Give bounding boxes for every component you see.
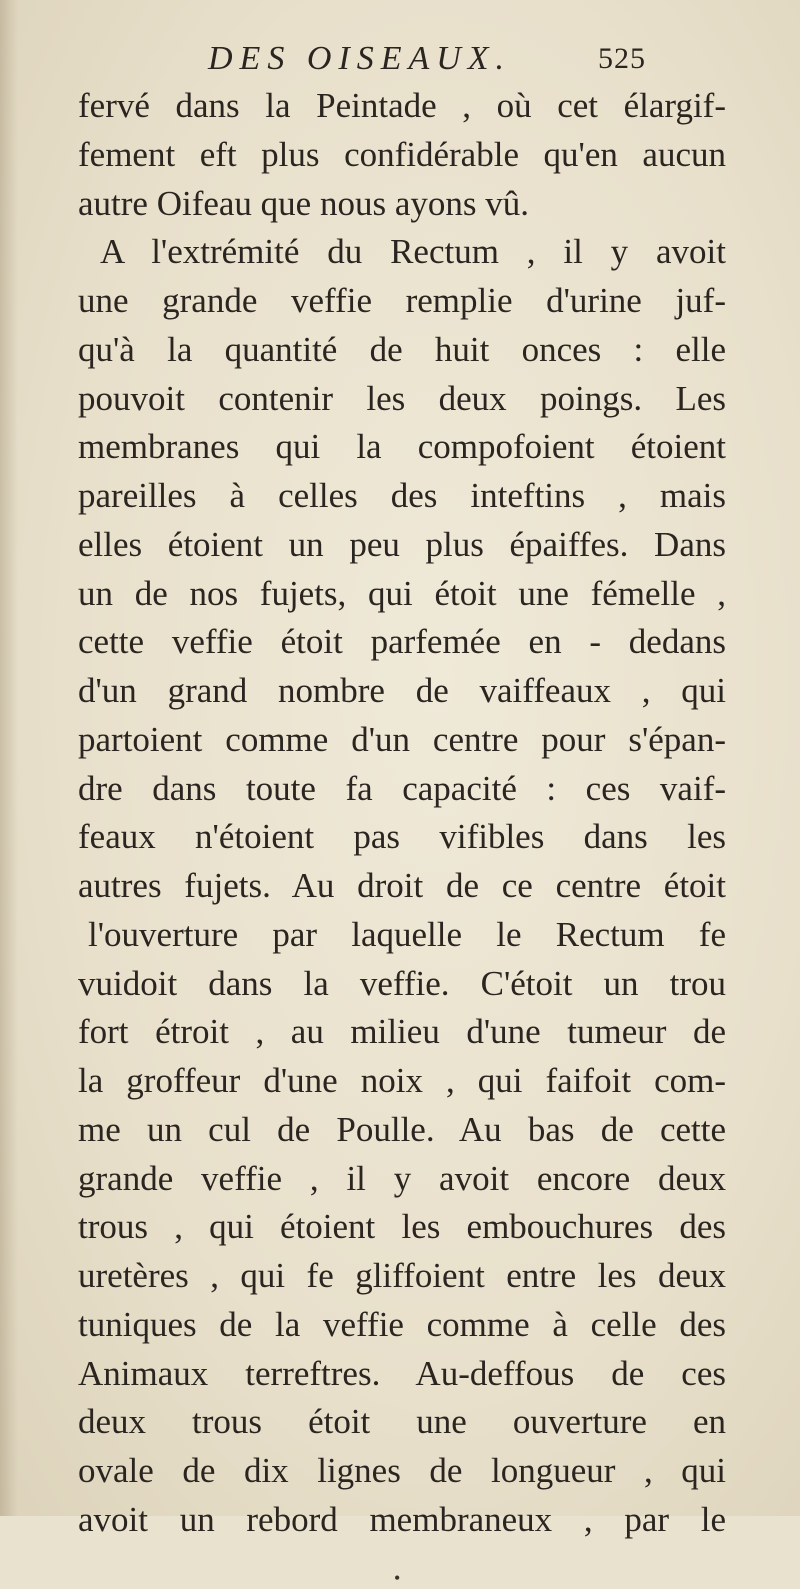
text-line: membranes qui la compofoient étoient (78, 427, 726, 467)
text-line: partoient comme d'un centre pour s'épan- (78, 719, 726, 759)
text-line: pouvoit contenir les deux poings. Les (78, 378, 726, 418)
text-line: un de nos fujets, qui étoit une fémelle , (78, 573, 726, 613)
page-edge-shadow (0, 0, 18, 1516)
text-line: fort étroit , au milieu d'une tumeur de (78, 1012, 726, 1052)
text-line: vuidoit dans la veffie. C'étoit un trou (78, 963, 726, 1003)
text-line: trous , qui étoient les embouchures des (78, 1207, 726, 1247)
text-line: cette veffie étoit parfemée en - dedans (78, 622, 726, 662)
page-number: 525 (598, 42, 646, 75)
text-line: deux trous étoit une ouverture en (78, 1402, 726, 1442)
text-line: ovale de dix lignes de longueur , qui (78, 1451, 726, 1490)
text-line: qu'à la quantité de huit onces : elle (78, 329, 726, 369)
text-line: Animaux terreftres. Au-deffous de ces (78, 1353, 726, 1393)
text-line: uretères , qui fe gliffoient entre les deux (78, 1256, 726, 1295)
text-line: feaux n'étoient pas vifibles dans les (78, 817, 726, 857)
text-line: la groffeur d'une noix , qui faifoit com- (78, 1061, 726, 1100)
text-line: autre Oifeau que nous ayons vû. (78, 183, 529, 223)
text-line: A l'extrémité du Rectum , il y avoit (100, 232, 726, 272)
ink-speck: • (394, 1568, 401, 1588)
text-line: avoit un rebord membraneux , par le (78, 1499, 726, 1539)
text-line: dre dans toute fa capacité : ces vaif- (78, 768, 726, 808)
running-head-title: DES OISEAUX. (208, 40, 512, 77)
text-line: pareilles à celles des inteftins , mais (78, 476, 726, 515)
text-line: d'un grand nombre de vaiffeaux , qui (78, 671, 726, 710)
text-line: tuniques de la veffie comme à celle des (78, 1304, 726, 1344)
text-line: fement eft plus confidérable qu'en aucun (78, 134, 726, 174)
text-line: fervé dans la Peintade , où cet élargif- (78, 86, 726, 125)
text-line: me un cul de Poulle. Au bas de cette (78, 1109, 726, 1149)
text-line: une grande veffie remplie d'urine juf- (78, 281, 726, 320)
text-line: elles étoient un peu plus épaiffes. Dans (78, 524, 726, 564)
text-line: l'ouverture par laquelle le Rectum fe (88, 914, 726, 954)
running-head (208, 40, 768, 86)
body-text (78, 82, 726, 1545)
text-line: autres fujets. Au droit de ce centre étoit (78, 866, 726, 905)
text-line: grande veffie , il y avoit encore deux (78, 1158, 726, 1198)
